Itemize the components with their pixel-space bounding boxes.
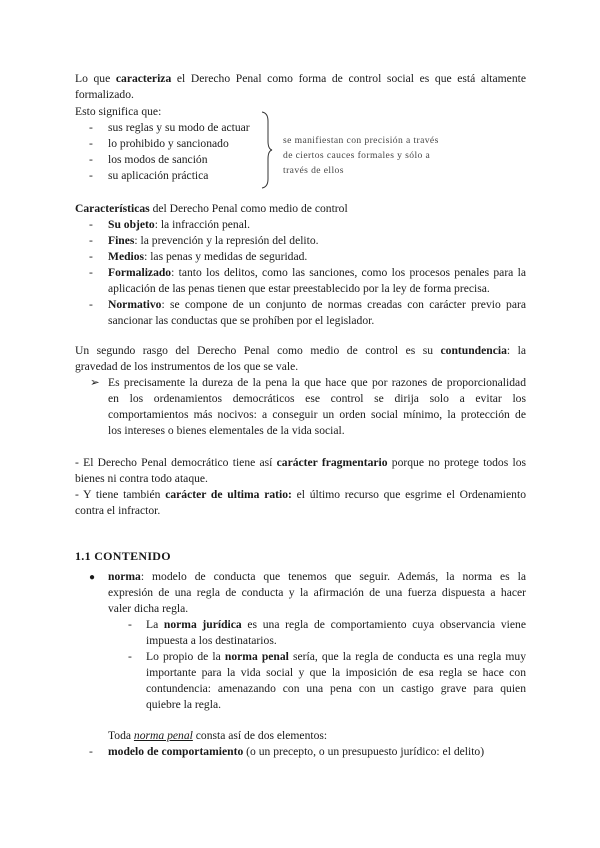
caract-item-cont: sancionar las conductas que se prohíben por el legislador. [108, 314, 375, 327]
caract-item: Su objeto: la infracción penal. [108, 218, 250, 231]
caract-title: Características del Derecho Penal como medio de control [75, 202, 348, 215]
frag-line-3: - Y tiene también carácter de ultima ratio: el último recurso que esgrime el Ordenamiento [75, 488, 526, 501]
toda-line: Toda norma penal consta así de dos elementos: [108, 729, 328, 742]
frag-line-1: - El Derecho Penal democrático tiene así carácter fragmentario porque no protege todos los [75, 456, 526, 469]
sub2-line-1: Lo propio de la norma penal sería, que la regla de conducta es una regla muy [146, 650, 526, 663]
norma-line-3: valer dicha regla. [108, 602, 189, 615]
bullet-dot-icon: ● [89, 572, 96, 583]
rasgo-line-1: Un segundo rasgo del Derecho Penal como medio de control es su contundencia: la [75, 344, 526, 357]
rasgo-arrow-line: los intereses o bienes elementales de la vida social. [108, 424, 345, 437]
sub2-line-2: importante para la vida social y que la imposición de esa regla se hace con [146, 666, 526, 679]
caract-item: Formalizado: tanto los delitos, como las sanciones, como los procesos penales para la [108, 266, 526, 279]
brace-note-line-2: de ciertos cauces formales y sólo a [283, 150, 431, 161]
intro-item: su aplicación práctica [108, 169, 209, 182]
rasgo-arrow-line: en los ordenamientos democráticos ese control se dirija solo a evitar los [108, 392, 526, 405]
brace-note-line-1: se manifiestan con precisión a través [283, 135, 439, 146]
caract-item: Medios: las penas y medidas de seguridad. [108, 250, 308, 263]
caract-item: Normativo: se compone de un conjunto de normas creadas con carácter previo para [108, 298, 526, 311]
curly-brace-icon [260, 111, 274, 189]
intro-item: los modos de sanción [108, 153, 208, 166]
norma-line-2: expresión de una regla de conducta y la afirmación de una fuerza dispuesta a hacer [108, 586, 526, 599]
arrow-bullet-icon: ➢ [90, 376, 100, 389]
caract-item-cont: aplicación de las penas tienen que estar preestablecido por la ley de forma precisa. [108, 282, 490, 295]
section-heading: 1.1 CONTENIDO [75, 549, 171, 563]
rasgo-arrow-line: Es precisamente la dureza de la pena la que hace que por razones de proporcionalidad [108, 376, 526, 389]
caract-item: Fines: la prevención y la represión del delito. [108, 234, 319, 247]
intro-line-2: formalizado. [75, 88, 134, 101]
sub1-line-2: impuesta a los destinatarios. [146, 634, 277, 647]
brace-note-line-3: través de ellos [283, 165, 344, 176]
rasgo-line-2: gravedad de los instrumentos de los que se vale. [75, 360, 299, 373]
frag-line-4: contra el infractor. [75, 504, 161, 517]
document-page: Lo que caracteriza el Derecho Penal como forma de control social es que está altamente formalizado. Esto significa que: - sus reglas y su modo de actuar - lo prohibido y sancionado - los modos de sanción - su aplicación práctica se manifiestan con precisión a través de ciertos cauces formales y sólo a través de ellos Características del Derecho Penal como medio de control - Su objeto: la infracción penal. - Fines: la prevención y la represión del delito. - Medios: las penas y medidas de seguridad. - Formalizado: tanto los delitos, como las sanciones, como los procesos penales para la aplicación de las penas tienen que estar preestablecido por la ley de forma precisa. - Normativo: se compone de un conjunto de normas creadas con carácter previo para sancionar las conductas que se prohíben por el legislador. Un segundo rasgo del Derecho Penal como medio de control es su contundencia: la gravedad de los instrumentos de los que se vale. ➢ Es precisamente la dureza de la pena la que hace que por razones de proporcionalidad en los ordenamientos democráticos ese control se dirija solo a evitar los comportamientos más nocivos: a conseguir un orden social mínimo, la protección de los intereses o bienes elementales de la vida social. - El Derecho Penal democrático tiene así carácter fragmentario porque no protege todos los bienes ni contra todo ataque. - Y tiene también carácter de ultima ratio: el último recurso que esgrime el Ordenamiento contra el infractor. 1.1 CONTENIDO ● norma: modelo de conducta que tenemos que seguir. Además, la norma es la expresión de una regla de conducta y la afirmación de una fuerza dispuesta a hacer valer dicha regla. - La norma jurídica es una regla de comportamiento cuya observancia viene impuesta a los destinatarios. - Lo propio de la norma penal sería, que la regla de conducta es una regla muy importante para la vida social y que la imposición de esa regla se hace con contundencia: amenazando con una pena con un castigo grave para quien quiebre la regla. Toda norma penal consta así de dos elementos: - modelo de comportamiento (o un precepto, o un presupuesto jurídico: el delito) [75, 72, 526, 758]
frag-line-2: bienes ni contra todo ataque. [75, 472, 208, 485]
intro-line-1: Lo que caracteriza el Derecho Penal como forma de control social es que está altamente [75, 72, 526, 85]
intro-esto: Esto significa que: [75, 105, 162, 118]
sub2-line-3: contundencia: amenazando con una pena con un castigo grave para quien [146, 682, 526, 695]
sub1-line-1: La norma jurídica es una regla de comportamiento cuya observancia viene [146, 618, 526, 631]
norma-line-1: norma: modelo de conducta que tenemos que seguir. Además, la norma es la [108, 570, 526, 583]
modelo-line: modelo de comportamiento (o un precepto, o un presupuesto jurídico: el delito) [108, 745, 485, 758]
intro-item: sus reglas y su modo de actuar [108, 121, 250, 134]
intro-item: lo prohibido y sancionado [108, 137, 229, 150]
rasgo-arrow-line: comportamientos más nocivos: a conseguir un orden social mínimo, la protección de [108, 408, 526, 421]
sub2-line-4: quiebre la regla. [146, 698, 221, 711]
